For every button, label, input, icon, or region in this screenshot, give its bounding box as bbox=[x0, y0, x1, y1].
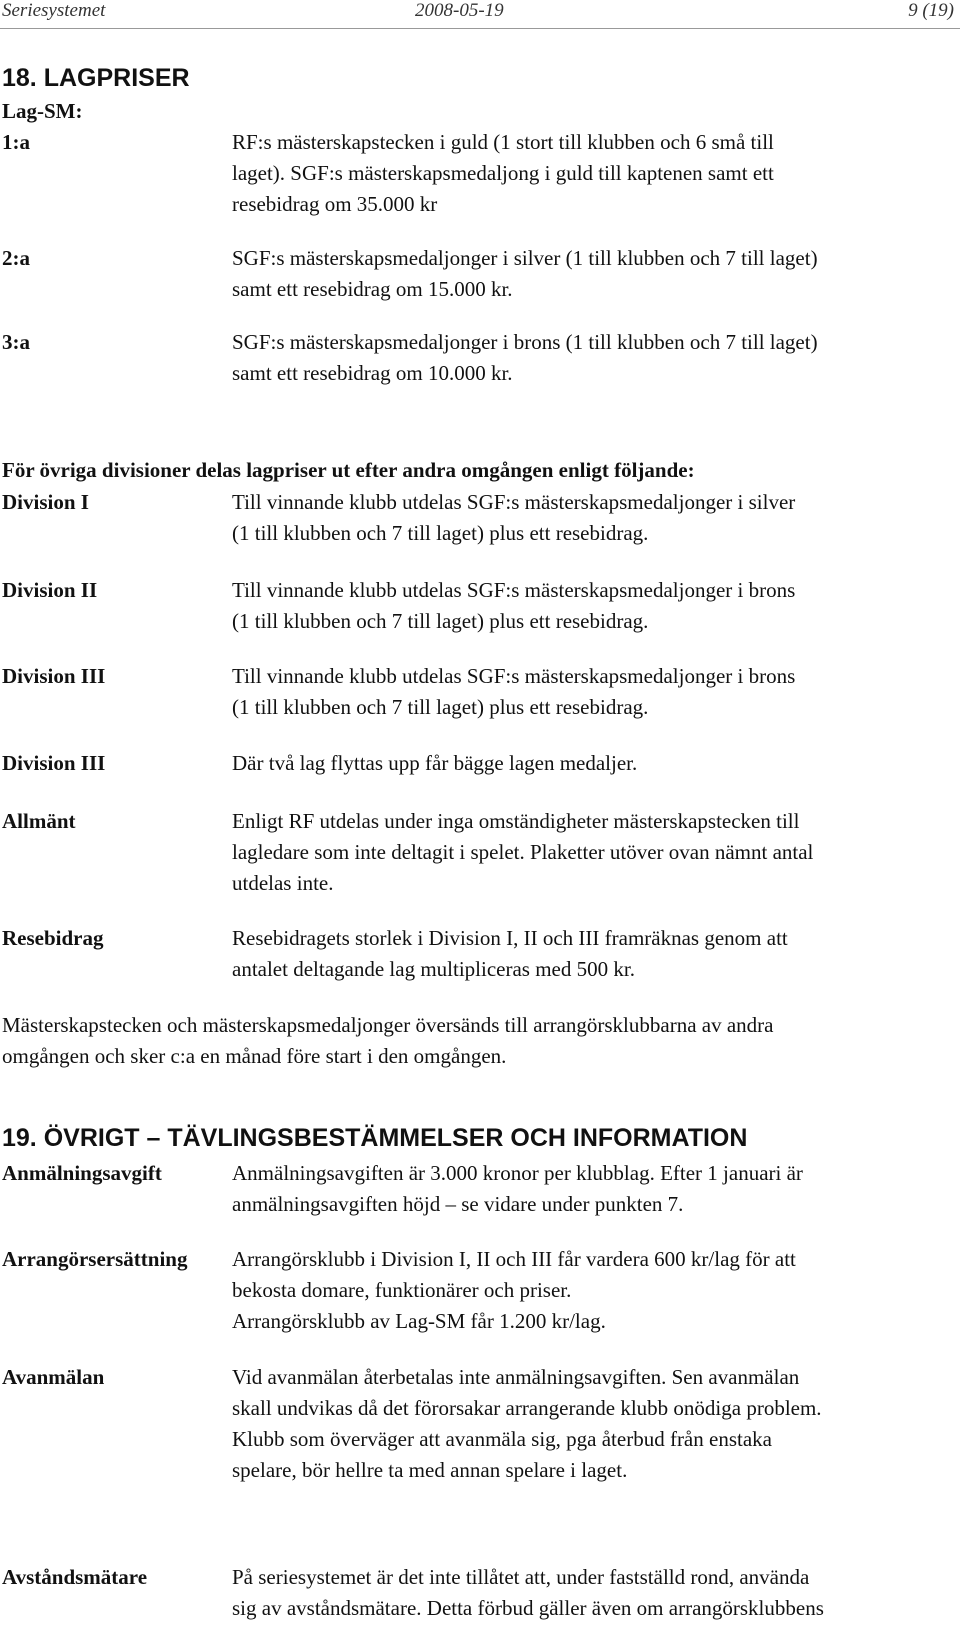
text-line: Till vinnande klubb utdelas SGF:s mästerskapsmedaljonger i brons bbox=[232, 578, 796, 602]
section-18-title: 18. LAGPRISER bbox=[2, 64, 190, 92]
division-3-promotion-description bbox=[232, 748, 637, 779]
lagsm-heading: Lag-SM: bbox=[2, 99, 83, 123]
general-description bbox=[232, 806, 813, 899]
text-line: laget). SGF:s mästerskapsmedaljong i guld till kaptenen samt ett bbox=[232, 161, 774, 185]
page-header bbox=[0, 0, 954, 26]
divisions-intro: För övriga divisioner delas lagpriser ut efter andra omgången enligt följande: bbox=[2, 458, 695, 482]
text-line: utdelas inte. bbox=[232, 871, 334, 895]
text-line: Där två lag flyttas upp får bägge lagen medaljer. bbox=[232, 751, 638, 775]
text-line: (1 till klubben och 7 till laget) plus ett resebidrag. bbox=[232, 521, 649, 545]
text-line: spelare, bör hellre ta med annan spelare i laget. bbox=[232, 1458, 628, 1482]
text-line: bekosta domare, funktionärer och priser. bbox=[232, 1278, 572, 1302]
section-19-title: 19. ÖVRIGT – TÄVLINGSBESTÄMMELSER OCH INFORMATION bbox=[2, 1124, 748, 1152]
text-line: (1 till klubben och 7 till laget) plus ett resebidrag. bbox=[232, 609, 649, 633]
header-page-number: 9 (19) bbox=[908, 0, 954, 21]
general-label: Allmänt bbox=[2, 809, 76, 833]
text-line: resebidrag om 35.000 kr bbox=[232, 192, 438, 216]
rangefinder-label: Avståndsmätare bbox=[2, 1565, 148, 1589]
place-2-description bbox=[232, 243, 818, 305]
text-line: Anmälningsavgiften är 3.000 kronor per klubblag. Efter 1 januari är bbox=[232, 1161, 803, 1185]
place-1-label: 1:a bbox=[2, 130, 30, 154]
text-line: sig av avståndsmätare. Detta förbud gäller även om arrangörsklubbens bbox=[232, 1596, 824, 1620]
text-line: Vid avanmälan återbetalas inte anmälningsavgiften. Sen avanmälan bbox=[232, 1365, 800, 1389]
text-line: Klubb som överväger att avanmäla sig, pga återbud från enstaka bbox=[232, 1427, 772, 1451]
text-line: Till vinnande klubb utdelas SGF:s mästerskapsmedaljonger i brons bbox=[232, 664, 796, 688]
division-3-label: Division III bbox=[2, 664, 106, 688]
withdrawal-label: Avanmälan bbox=[2, 1365, 105, 1389]
place-1-description bbox=[232, 127, 774, 220]
division-1-label: Division I bbox=[2, 490, 89, 514]
text-line: lagledare som inte deltagit i spelet. Plaketter utöver ovan nämnt antal bbox=[232, 840, 814, 864]
text-line: RF:s mästerskapstecken i guld (1 stort till klubben och 6 små till bbox=[232, 130, 774, 154]
text-line: På seriesystemet är det inte tillåtet att, under fastställd rond, använda bbox=[232, 1565, 810, 1589]
text-line: antalet deltagande lag multipliceras med 500 kr. bbox=[232, 957, 635, 981]
header-date: 2008-05-19 bbox=[415, 0, 504, 21]
rangefinder-description bbox=[232, 1562, 824, 1624]
travel-grant-description bbox=[232, 923, 788, 985]
header-rule bbox=[0, 28, 960, 29]
division-3-description bbox=[232, 661, 795, 723]
entry-fee-description bbox=[232, 1158, 803, 1220]
text-line: samt ett resebidrag om 10.000 kr. bbox=[232, 361, 513, 385]
text-line: Till vinnande klubb utdelas SGF:s mästerskapsmedaljonger i silver bbox=[232, 490, 796, 514]
text-line: samt ett resebidrag om 15.000 kr. bbox=[232, 277, 513, 301]
text-line: SGF:s mästerskapsmedaljonger i brons (1 till klubben och 7 till laget) bbox=[232, 330, 818, 354]
place-2-label: 2:a bbox=[2, 246, 30, 270]
withdrawal-description bbox=[232, 1362, 822, 1486]
closing-paragraph bbox=[2, 1010, 773, 1072]
division-2-label: Division II bbox=[2, 578, 98, 602]
text-line: (1 till klubben och 7 till laget) plus ett resebidrag. bbox=[232, 695, 649, 719]
place-3-description bbox=[232, 327, 818, 389]
text-line: Enligt RF utdelas under inga omständigheter mästerskapstecken till bbox=[232, 809, 800, 833]
entry-fee-label: Anmälningsavgift bbox=[2, 1161, 162, 1185]
text-line: omgången och sker c:a en månad före start i den omgången. bbox=[2, 1044, 507, 1068]
organizer-compensation-description bbox=[232, 1244, 796, 1337]
division-2-description bbox=[232, 575, 795, 637]
header-doc-title: Seriesystemet bbox=[2, 0, 106, 21]
division-1-description bbox=[232, 487, 795, 549]
text-line: Arrangörsklubb av Lag-SM får 1.200 kr/lag. bbox=[232, 1309, 606, 1333]
organizer-compensation-label: Arrangörsersättning bbox=[2, 1247, 188, 1271]
text-line: Arrangörsklubb i Division I, II och III får vardera 600 kr/lag för att bbox=[232, 1247, 796, 1271]
division-3-promotion-label: Division III bbox=[2, 751, 106, 775]
text-line: skall undvikas då det förorsakar arrangerande klubb onödiga problem. bbox=[232, 1396, 822, 1420]
text-line: anmälningsavgiften höjd – se vidare under punkten 7. bbox=[232, 1192, 684, 1216]
text-line: Resebidragets storlek i Division I, II och III framräknas genom att bbox=[232, 926, 788, 950]
text-line: Mästerskapstecken och mästerskapsmedaljonger översänds till arrangörsklubbarna av andra bbox=[2, 1013, 774, 1037]
travel-grant-label: Resebidrag bbox=[2, 926, 104, 950]
text-line: SGF:s mästerskapsmedaljonger i silver (1 till klubben och 7 till laget) bbox=[232, 246, 818, 270]
place-3-label: 3:a bbox=[2, 330, 30, 354]
